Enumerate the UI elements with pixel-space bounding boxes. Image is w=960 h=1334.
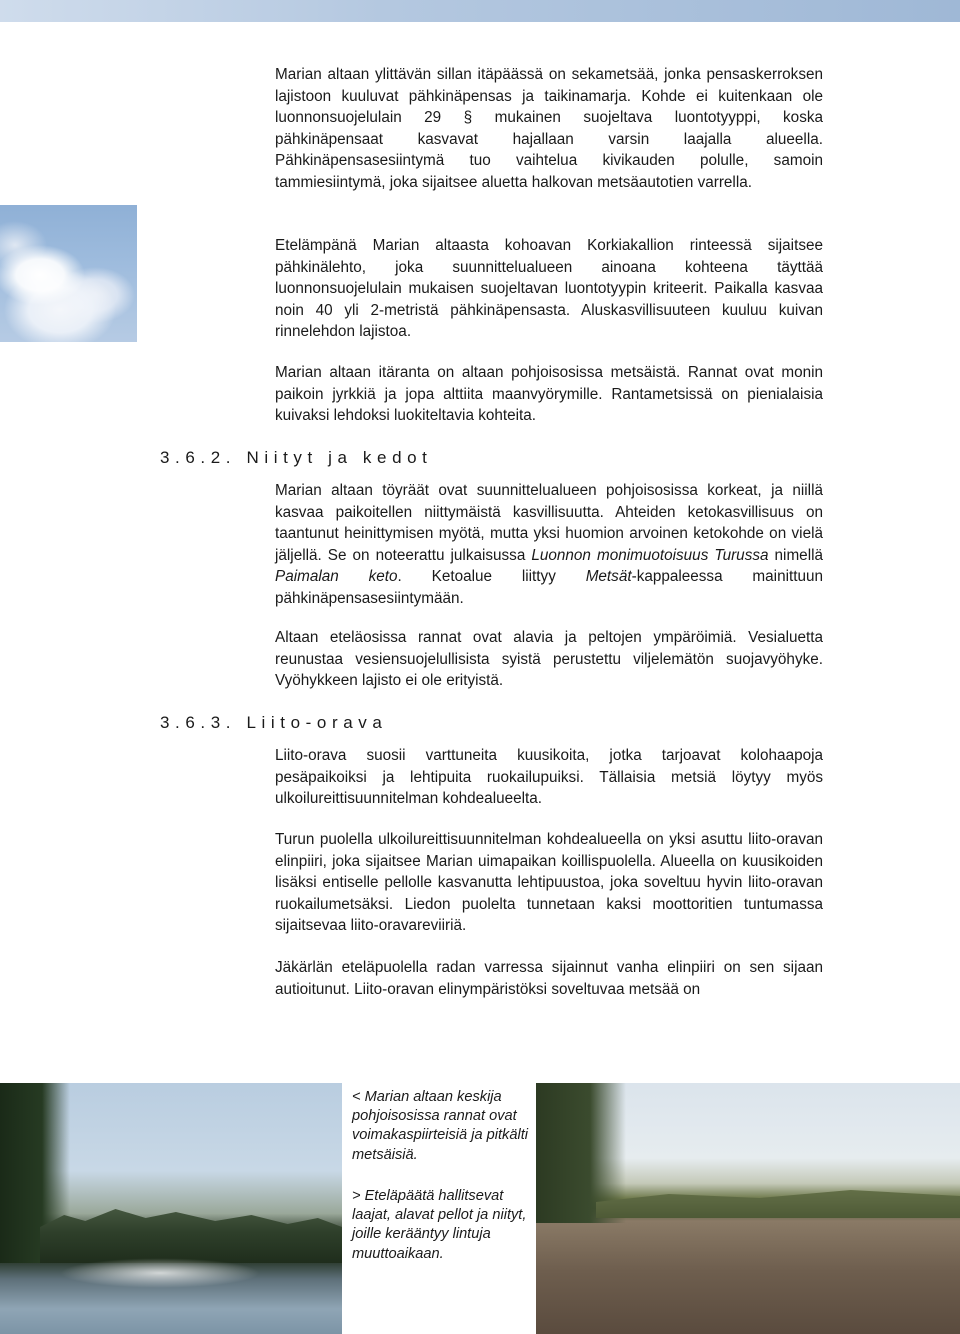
paragraph-south-shores: Altaan eteläosissa rannat ovat alavia ja peltojen ympäröimiä. Vesialuetta reunustaa vesiensuojelullisista syistä perustettu viljelemätön suojavyöhyke. Vyöhykkeen lajisto ei ole erityistä.	[275, 629, 823, 689]
site-name: Paimalan keto	[275, 568, 398, 585]
paragraph-abandoned-territory: Jäkärlän eteläpuolella radan varressa sijainnut vanha elinpiiri on sen sijaan autioitunut. Liito-oravan elinympäristöksi soveltuvaa metsää on	[275, 959, 823, 998]
paragraph-hazel-forest: Marian altaan ylittävän sillan itäpäässä on sekametsää, jonka pensaskerroksen lajistoon kuuluvat pähkinäpensas ja taikinamarja. Kohde ei kuitenkaan ole luonnonsuojelulain 29 § mukainen suojeltava luontotyyppi, koska pähkinäpensaat kasvavat hajallaan varsin laajalla alueella. Pähkinäpensasesiintymä tuo vaihtelua kivikauden polulle, samoin tammiesiintymä, joka sijaitsee aluetta halkovan metsäautotien varrella.	[275, 66, 823, 191]
heading-meadows: 3.6.2. Niityt ja kedot	[160, 448, 433, 467]
caption-north-shores: < Marian altaan keskija pohjoisosissa rannat ovat voimakaspiirteisiä ja pitkälti metsäisiä.	[352, 1089, 529, 1163]
paragraph-hazel-grove: Etelämpänä Marian altaasta kohoavan Korkiakallion rinteessä sijaitsee pähkinälehto, joka suunnittelualueen ainoana kohteena täyttää luonnonsuojelulain mukaisen suojeltavan luontotyypin kriteerit. Paikalla kasvaa noin 40 yli 2-metristä pähkinäpensasta. Aluskasvillisuuteen kuuluu kuivan rinnelehdon lajistoa.	[275, 237, 823, 340]
caption-south-fields: > Eteläpäätä hallitsevat laajat, alavat pellot ja niityt, joille kerääntyy lintuja muuttoaikaan.	[352, 1188, 527, 1262]
field-landscape-photo	[536, 1083, 960, 1334]
paragraph-meadows: Marian altaan töyräät ovat suunnittelualueen pohjoisosissa korkeat, ja niillä kasvaa paikoitellen niittymäistä kasvillisuutta. Ahteiden ketokasvillisuus on taantunut heinittymisen myötä, mutta yksi huomion arvoinen ketokohde on vielä jäljellä. Se on noteerattu julkaisussa Luonnon monimuotoisuus Turussa nimellä Paimalan keto. Ketoalue liittyy Metsät-kappaleessa mainittuun pähkinäpensasesiintymään.	[275, 482, 823, 607]
heading-flying-squirrel: 3.6.3. Liito-orava	[160, 713, 388, 732]
paragraph-squirrel-territory: Turun puolella ulkoilureittisuunnitelman kohdealueella on yksi asuttu liito-oravan elinpiiri, joka sijaitsee Marian uimapaikan koillispuolella. Alueella on kuusikoiden lisäksi entiselle pellolle kasvanutta lehtipuustoa, joka soveltuu hyvin liito-oravan ruokailumetsäksi. Liedon puolelta tunnetaan kaksi moottoritien tuntumassa sijaitsevaa liito-oravareviiriä.	[275, 831, 823, 934]
sky-cloud-photo	[0, 205, 137, 342]
header-color-band	[0, 0, 960, 22]
publication-title: Luonnon monimuotoisuus Turussa	[531, 546, 769, 564]
paragraph-squirrel-habitat: Liito-orava suosii varttuneita kuusikoita, jotka tarjoavat kolohaapoja pesäpaikoiksi ja lehtipuita ruokailupuiksi. Tällaisia metsiä löytyy myös ulkoilureittisuunnitelman kohdealueelta.	[275, 747, 823, 807]
lake-forest-photo	[0, 1083, 342, 1334]
section-reference: Metsät	[585, 568, 632, 585]
paragraph-east-shore: Marian altaan itäranta on altaan pohjoisosissa metsäistä. Rannat ovat monin paikoin jyrkkiä ja jopa alttiita maanvyörymille. Rantametsissä on pienialaisia kuivaksi lehdoksi luokiteltavia kohteita.	[275, 364, 823, 424]
